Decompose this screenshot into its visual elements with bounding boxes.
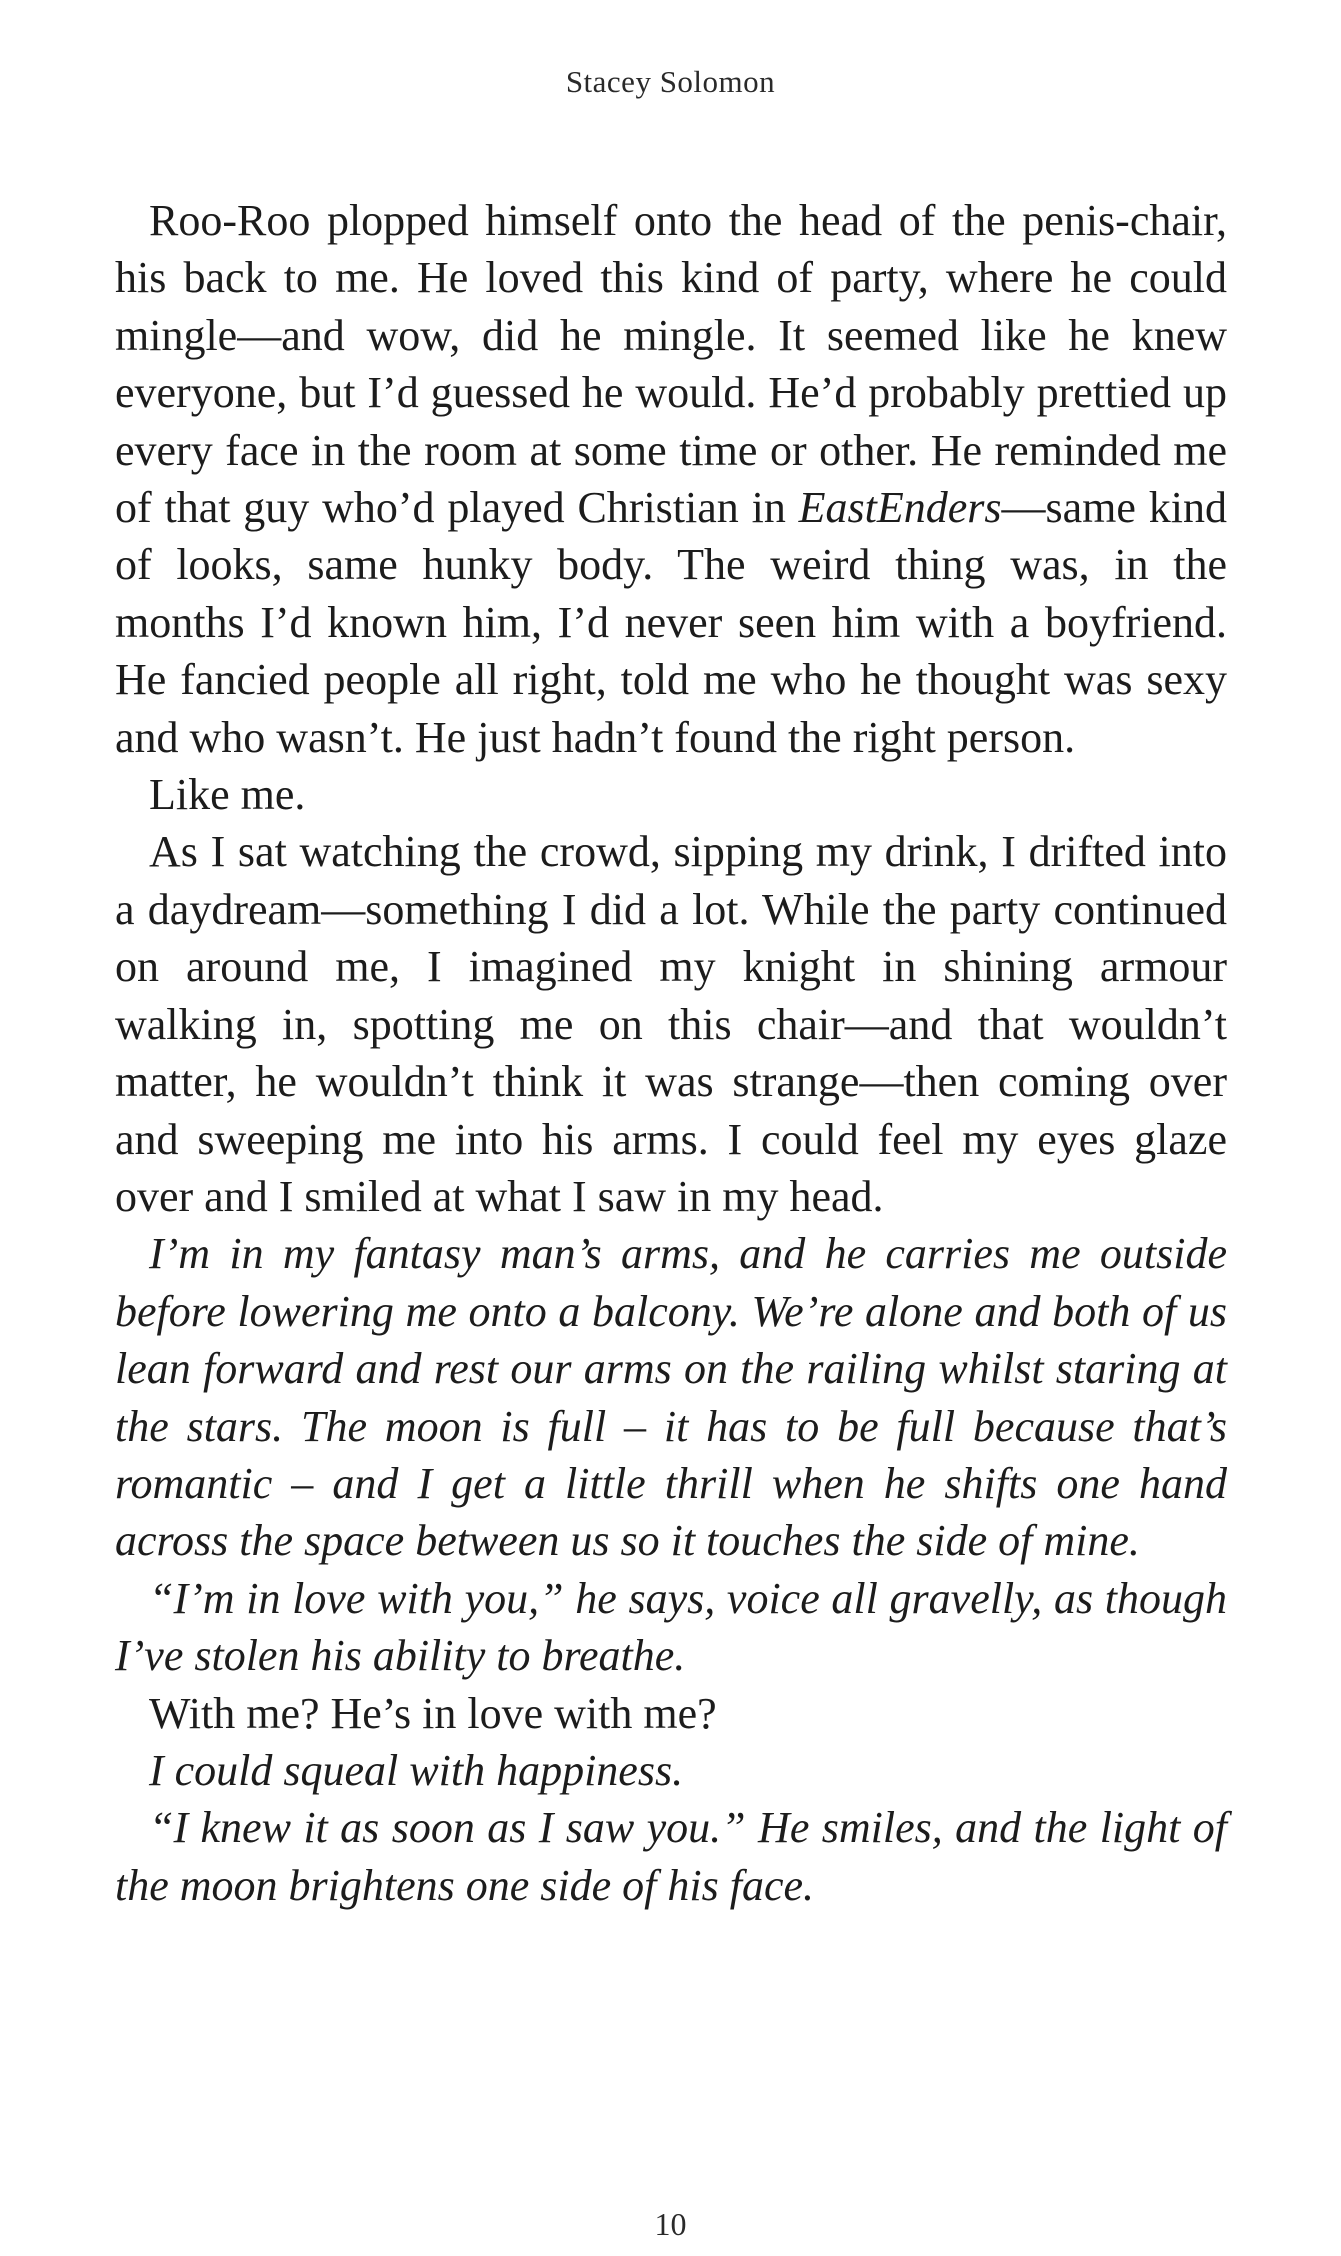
paragraph-1 bbox=[115, 192, 1227, 766]
fantasy-paragraph-2: “I’m in love with you,” he says, voice all gravelly, as though I’ve stolen his ability to breathe. bbox=[115, 1573, 1227, 1681]
fantasy-paragraph-4: “I knew it as soon as I saw you.” He smiles, and the light of the moon brightens one side of his face. bbox=[115, 1803, 1227, 1910]
paragraph-1-end: —same kind of looks, same hunky body. The weird thing was, in the months I’d known him, I’d never seen him with a boyfriend. He fancied people all right, told me who he thought was sexy and who wasn’t. He just hadn’t found the right person. bbox=[115, 483, 1227, 762]
body-text bbox=[115, 192, 1227, 1914]
show-title: EastEnders bbox=[798, 483, 1002, 533]
paragraph-3: As I sat watching the crowd, sipping my drink, I drifted into a daydream—something I did a lot. While the party continued on around me, I imagined my knight in shining armour walking in, spotting me on this chair—and that wouldn’t matter, he wouldn’t think it was strange—then coming over and sweeping me into his arms. I could feel my eyes glaze over and I smiled at what I saw in my head. bbox=[115, 827, 1227, 1221]
paragraph-6: With me? He’s in love with me? bbox=[149, 1688, 717, 1738]
running-head: Stacey Solomon bbox=[565, 64, 776, 99]
fantasy-paragraph-1: I’m in my fantasy man’s arms, and he carries me outside before lowering me onto a balcony. We’re alone and both of us lean forward and rest our arms on the railing whilst staring at the stars. The moon is full – it has to be full because that’s romantic – and I get a little thrill when he shifts one hand across the space between us so it touches the side of mine. bbox=[115, 1229, 1227, 1566]
paragraph-2: Like me. bbox=[149, 770, 306, 820]
paragraph-1-start: Roo-Roo plopped himself onto the head of the penis-chair, his back to me. He loved this kind of party, where he could mingle—and wow, did he mingle. It seemed like he knew everyone, but I’d guessed he would. He’d probably prettied up every face in the room at some time or other. He reminded me of that guy who’d played Christian in bbox=[115, 196, 1227, 533]
page-number: 10 bbox=[654, 2206, 687, 2242]
fantasy-paragraph-3: I could squeal with happiness. bbox=[149, 1745, 684, 1795]
